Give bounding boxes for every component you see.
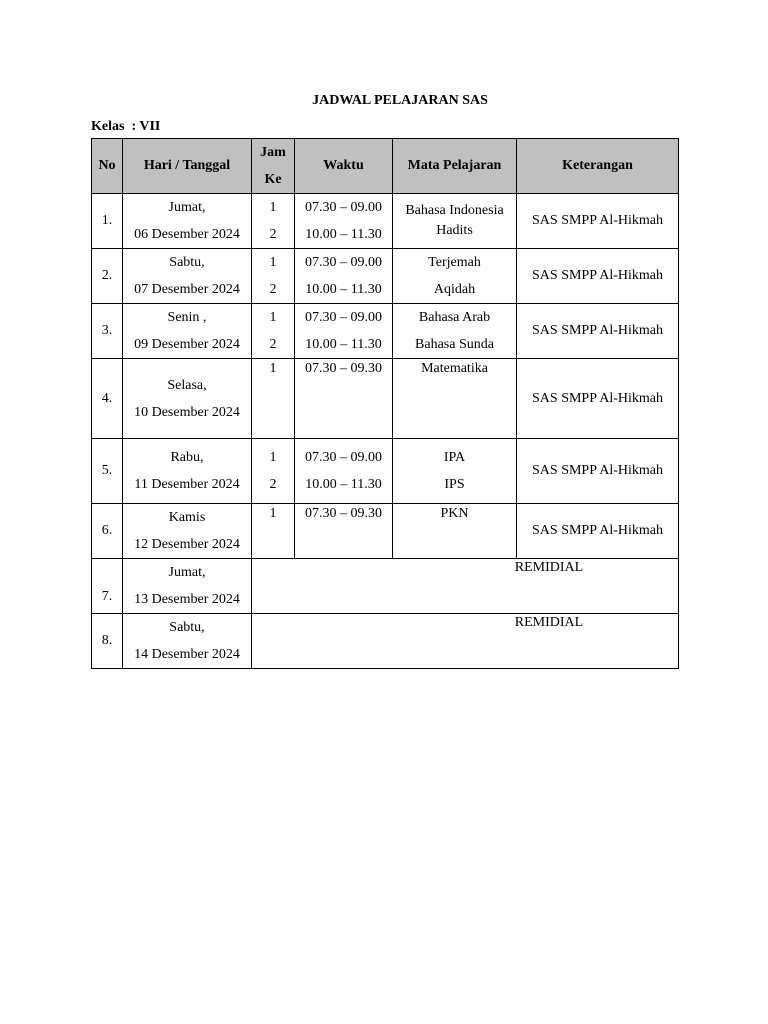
subject-value: Hadits <box>436 223 473 238</box>
table-row <box>92 614 679 669</box>
day-date-cell <box>123 304 252 359</box>
time-value: 10.00 – 11.30 <box>305 477 382 492</box>
waktu-cell <box>295 359 393 439</box>
jam-value: 2 <box>269 337 277 352</box>
date-label: 09 Desember 2024 <box>134 337 240 352</box>
subject-value: Matematika <box>421 361 488 376</box>
row-number: 8. <box>92 614 123 669</box>
jam-cell <box>252 359 295 439</box>
row-number: 3. <box>92 304 123 359</box>
table-row <box>92 194 679 249</box>
date-label: 07 Desember 2024 <box>134 282 240 297</box>
subject-value: Bahasa Sunda <box>415 337 494 352</box>
table-row <box>92 559 679 614</box>
document-title: JADWAL PELAJARAN SAS <box>312 93 488 108</box>
keterangan-cell: SAS SMPP Al-Hikmah <box>517 504 679 559</box>
header-mata-pelajaran: Mata Pelajaran <box>393 139 517 194</box>
waktu-cell <box>295 194 393 249</box>
subject-cell <box>393 439 517 504</box>
jam-value: 1 <box>269 310 277 325</box>
date-label: 14 Desember 2024 <box>134 647 240 662</box>
row-number: 1. <box>92 194 123 249</box>
day-label: Sabtu, <box>169 620 205 635</box>
table-row <box>92 249 679 304</box>
day-label: Sabtu, <box>169 255 205 270</box>
table-row <box>92 439 679 504</box>
table-row <box>92 359 679 439</box>
header-jam-line2: Ke <box>264 172 282 187</box>
jam-value: 2 <box>269 282 277 297</box>
time-value: 07.30 – 09.00 <box>305 255 382 270</box>
time-value: 07.30 – 09.30 <box>305 361 382 376</box>
header-no: No <box>92 139 123 194</box>
jam-value: 2 <box>269 227 277 242</box>
day-label: Kamis <box>168 510 206 525</box>
date-label: 12 Desember 2024 <box>134 537 240 552</box>
jam-cell <box>252 439 295 504</box>
keterangan-cell: SAS SMPP Al-Hikmah <box>517 304 679 359</box>
day-date-cell <box>123 249 252 304</box>
keterangan-cell: SAS SMPP Al-Hikmah <box>517 194 679 249</box>
date-label: 10 Desember 2024 <box>134 404 240 420</box>
day-date-cell <box>123 359 252 439</box>
day-label: Selasa, <box>167 377 207 393</box>
jam-cell <box>252 304 295 359</box>
time-value: 10.00 – 11.30 <box>305 227 382 242</box>
table-header-row <box>92 139 679 194</box>
day-label: Senin , <box>167 310 207 325</box>
time-value: 07.30 – 09.00 <box>305 310 382 325</box>
day-date-cell <box>123 559 252 614</box>
subject-cell <box>393 304 517 359</box>
header-jam-line1: Jam <box>260 145 286 160</box>
jam-value: 1 <box>269 361 277 376</box>
time-value: 07.30 – 09.00 <box>305 450 382 465</box>
row-number: 4. <box>92 359 123 439</box>
time-value: 07.30 – 09.30 <box>305 506 382 521</box>
row-number: 2. <box>92 249 123 304</box>
jam-value: 1 <box>269 506 277 521</box>
subject-cell <box>393 249 517 304</box>
jam-value: 1 <box>269 255 277 270</box>
jam-value: 2 <box>269 477 277 492</box>
row-number: 7. <box>92 559 123 614</box>
day-label: Rabu, <box>170 450 204 465</box>
waktu-cell <box>295 249 393 304</box>
time-value: 10.00 – 11.30 <box>305 337 382 352</box>
schedule-table <box>91 138 679 669</box>
remidial-cell: REMIDIAL <box>252 614 679 669</box>
jam-cell <box>252 249 295 304</box>
jam-cell <box>252 504 295 559</box>
header-keterangan: Keterangan <box>517 139 679 194</box>
day-label: Jumat, <box>168 565 206 580</box>
waktu-cell <box>295 304 393 359</box>
subject-value: Bahasa Indonesia <box>405 203 504 218</box>
subject-value: Aqidah <box>433 282 476 297</box>
time-value: 10.00 – 11.30 <box>305 282 382 297</box>
date-label: 11 Desember 2024 <box>134 477 240 492</box>
subject-cell <box>393 359 517 439</box>
header-waktu: Waktu <box>295 139 393 194</box>
table-row <box>92 504 679 559</box>
row-number: 6. <box>92 504 123 559</box>
subject-value: IPA <box>443 450 466 465</box>
date-label: 06 Desember 2024 <box>134 227 240 242</box>
waktu-cell <box>295 504 393 559</box>
day-date-cell <box>123 194 252 249</box>
jam-cell <box>252 194 295 249</box>
row-number: 5. <box>92 439 123 504</box>
subject-value: Bahasa Arab <box>418 310 491 325</box>
subject-value: IPS <box>444 477 465 492</box>
time-value: 07.30 – 09.00 <box>305 200 382 215</box>
class-label: Kelas : VII <box>91 119 161 134</box>
keterangan-cell: SAS SMPP Al-Hikmah <box>517 439 679 504</box>
jam-value: 1 <box>269 450 277 465</box>
table-row <box>92 304 679 359</box>
remidial-cell: REMIDIAL <box>252 559 679 614</box>
keterangan-cell: SAS SMPP Al-Hikmah <box>517 249 679 304</box>
subject-value: PKN <box>440 506 469 521</box>
subject-cell <box>393 194 517 249</box>
waktu-cell <box>295 439 393 504</box>
header-jam-ke <box>252 139 295 194</box>
day-date-cell <box>123 439 252 504</box>
keterangan-cell: SAS SMPP Al-Hikmah <box>517 359 679 439</box>
header-hari-tanggal: Hari / Tanggal <box>123 139 252 194</box>
jam-value: 1 <box>269 200 277 215</box>
day-label: Jumat, <box>168 200 206 215</box>
day-date-cell <box>123 504 252 559</box>
date-label: 13 Desember 2024 <box>134 592 240 607</box>
subject-cell <box>393 504 517 559</box>
day-date-cell <box>123 614 252 669</box>
subject-value: Terjemah <box>428 255 481 270</box>
